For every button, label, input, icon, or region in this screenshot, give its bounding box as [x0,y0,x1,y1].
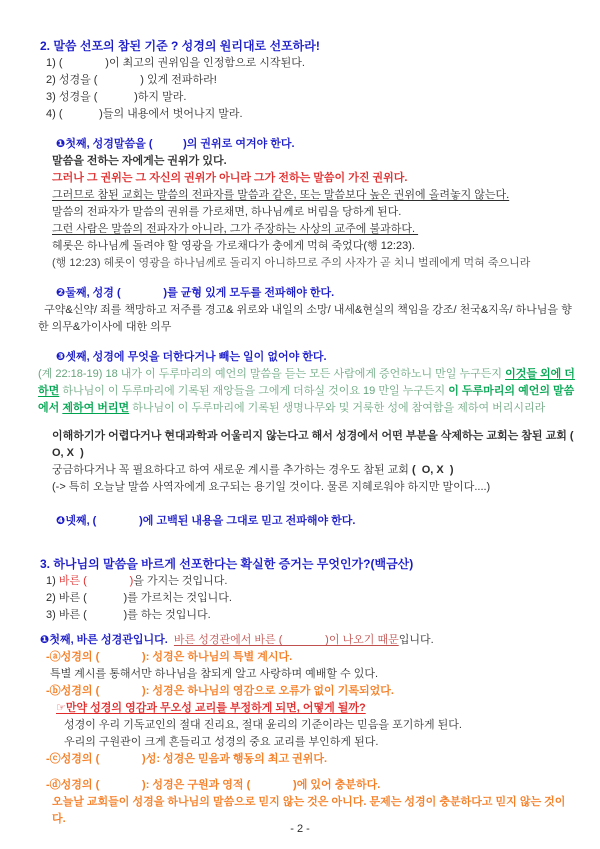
text-segment: -ⓐ성경의 ( ): 성경은 하나님의 특별 계시다. [46,651,293,663]
text-segment: 그러므로 참된 교회는 말씀의 전파자를 말씀과 같은, 또는 말씀보다 높은 권위에 올려놓지 않는다. [52,189,510,201]
answer-line-2 [0,734,576,751]
point-1-heading [0,136,576,153]
section-2-title [0,38,576,55]
point-4-heading [0,513,576,530]
point-2-body [0,302,576,336]
bible-attr-b [0,683,576,700]
section-3-title [0,556,576,573]
section-3-item-2 [0,590,576,607]
text-segment: ❸셋째, 성경에 무엇을 더한다거나 빼는 일이 없어야 한다. [56,351,327,363]
question-line [0,700,576,717]
bible-attr-a [0,649,576,666]
text-segment: 말씀의 전파자가 말씀의 권위를 가로채면, 하나님께로 버림을 당하게 된다. [52,206,402,218]
text-segment: 하나님이 이 두루마리에 기록된 생명나무와 및 거룩한 성에 참여함을 제하여 버리시리라 [129,402,546,414]
text-segment: (계 22:18-19) 18 내가 이 두루마리의 예언의 말씀을 듣는 모든 사람에게 증언하노니 만일 누구든지 [38,368,506,380]
text-segment: -ⓑ성경의 ( ): 성경은 하나님의 영감으로 오류가 없이 기록되었다. [46,685,394,697]
text-segment: 성경이 우리 기독교인의 절대 진리요, 절대 윤리의 기준이라는 믿음을 포기하게 된다. [64,719,462,731]
section-2-item-3 [0,89,576,106]
text-segment: 바른 성경관에서 바른 ( )이 나오기 때문 [173,634,399,646]
point-1-line-4 [0,204,576,221]
revelation-verse [0,366,576,417]
text-segment: 이 두루마리의 예언의 말씀에서 [38,385,575,414]
point-3-heading [0,349,576,366]
text-segment: 제하여 버리면 [62,402,130,414]
point-1-line-3 [0,187,576,204]
text-segment: -ⓓ성경의 ( ): 성경은 구원과 영적 ( )에 있어 충분하다. [46,779,381,791]
text-segment: 3) 바른 ( )를 하는 것입니다. [46,609,211,621]
text-segment: 2) 바른 ( )를 가르치는 것입니다. [46,592,232,604]
section-3-item-1 [0,573,576,590]
ox-line-3 [0,479,576,496]
bible-attr-c [0,751,576,768]
text-segment: 하나님이 이 두루마리에 기록된 재앙들을 그에게 더하실 것이요 19 만일 누구든지 [59,385,449,397]
point-1-line-2 [0,170,576,187]
text-segment: 우리의 구원관이 크게 흔들리고 성경의 중요 교리를 부인하게 된다. [64,736,379,748]
first-point-heading [0,632,576,649]
point-1-line-1 [0,153,576,170]
bible-attr-d [0,777,576,794]
section-2-item-4 [0,106,576,123]
text-segment: 입니다. [398,634,434,646]
text-segment: (행 12:23) 헤롯이 영광을 하나님께로 돌리지 아니하므로 주의 사자가 곧 치니 벌레에게 먹혀 죽으니라 [52,257,531,269]
bible-attr-a-body [0,666,576,683]
herod-line [0,238,576,255]
text-segment: 그런 사람은 말씀의 전파자가 아니라, 그가 주장하는 사상의 교주에 불과하다. [52,223,419,235]
text-segment: 말씀을 전하는 자에게는 권위가 있다. [52,155,227,167]
ox-line-1 [0,428,580,462]
answer-line-1 [0,717,576,734]
text-segment: ❹넷째, ( )에 고백된 내용을 그대로 믿고 전파해야 한다. [56,515,356,527]
point-1-line-5 [0,221,576,238]
text-segment: 3. 하나님의 말씀을 바르게 선포한다는 확실한 증거는 무엇인가?(백금산) [40,557,414,571]
text-segment: ❶첫째, 바른 성경관입니다. [40,634,174,646]
document-body [0,38,580,828]
text-segment: 이해하기가 어렵다거나 현대과학과 어울리지 않는다고 해서 성경에서 어떤 부분을 삭제하는 교회는 참된 교회 ( O, X ) [52,430,580,459]
text-segment: (-> 특히 오늘날 말씀 사역자에게 요구되는 용기일 것이다. 물론 지혜로워야 하지만 말이다....) [52,481,491,493]
text-segment: 4) ( )들의 내용에서 벗어나지 말라. [46,108,243,120]
text-segment: 1) [46,575,59,587]
text-segment: ❶첫째, 성경말씀을 ( )의 권위로 여겨야 한다. [56,138,295,150]
text-segment: 바른 ( ) [58,575,134,587]
text-segment: ( O, X ) [411,464,454,476]
text-segment: ❷둘째, 성경 ( )를 균형 있게 모두를 전파해야 한다. [56,287,335,299]
text-segment: -ⓒ성경의 ( )성: 성경은 믿음과 행동의 최고 권위다. [46,753,328,765]
section-3-item-3 [0,607,576,624]
text-segment: 2) 성경을 ( ) 있게 전파하라! [46,74,217,86]
ox-line-2 [0,462,576,479]
text-segment: 그러나 그 권위는 그 자신의 권위가 아니라 그가 전하는 말씀이 가진 권위다. [52,172,408,184]
text-segment: 헤롯은 하나님께 돌려야 할 영광을 가로채다가 충에게 먹혀 죽었다(행 12:23). [52,240,415,252]
section-2-item-1 [0,55,576,72]
text-segment: 특별 계시를 통해서만 하나님을 참되게 알고 사랑하며 예배할 수 있다. [50,668,379,680]
text-segment: 이것들 외에 더하면 [38,368,575,397]
text-segment: 구약&신약/ 죄를 책망하고 저주를 경고& 위로와 내일의 소망/ 내세&현실의 책임을 강조/ 천국&지옥/ 하나님을 향한 의무&가이사에 대한 의무 [38,304,572,333]
text-segment: 을 가지는 것입니다. [133,575,228,587]
text-segment: ☞만약 성경의 영감과 무오성 교리를 부정하게 되면, 어떻게 될까? [56,702,366,714]
text-segment: 1) ( )이 최고의 권위임을 인정함으로 시작된다. [46,57,305,69]
page-number: - 2 - [290,823,310,835]
text-segment: 오늘날 교회들이 성경을 하나님의 말씀으로 믿지 않는 것은 아니다. 문제는 성경이 충분하다고 믿지 않는 것이다. [52,796,566,825]
acts-verse [0,255,576,272]
text-segment: 2. 말씀 선포의 참된 기준 ? 성경의 원리대로 선포하라! [40,39,320,53]
section-2-item-2 [0,72,576,89]
point-2-heading [0,285,576,302]
text-segment: 궁금하다거나 꼭 필요하다고 하여 새로운 계시를 추가하는 경우도 참된 교회 [52,464,412,476]
text-segment: 3) 성경을 ( )하지 말라. [46,91,187,103]
